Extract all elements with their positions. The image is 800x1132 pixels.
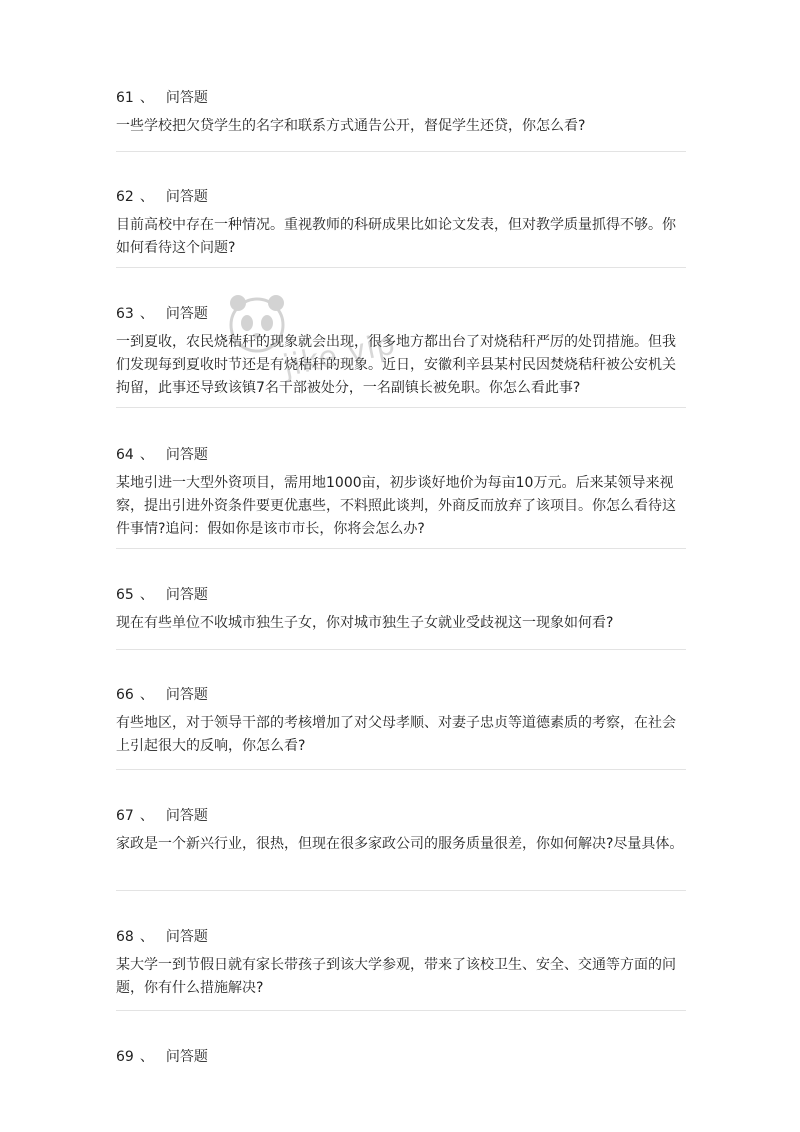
divider — [116, 649, 686, 650]
question-64 — [116, 446, 686, 541]
question-separator: 、 — [139, 929, 154, 945]
question-separator: 、 — [139, 1049, 154, 1065]
question-type: 问答题 — [165, 687, 208, 703]
question-type: 问答题 — [165, 587, 208, 603]
question-header — [116, 188, 686, 206]
question-body: 现在有些单位不收城市独生子女，你对城市独生子女就业受歧视这一现象如何看? — [116, 615, 614, 631]
question-body: 某大学一到节假日就有家长带孩子到该大学参观，带来了该校卫生、安全、交通等方面的问题，你有什么措施解决? — [116, 957, 676, 996]
divider — [116, 407, 686, 408]
divider — [116, 548, 686, 549]
question-body: 目前高校中存在一种情况。重视教师的科研成果比如论文发表，但对教学质量抓得不够。你如何看待这个问题? — [116, 217, 676, 256]
question-63 — [116, 305, 686, 400]
question-66 — [116, 686, 686, 758]
question-body: 某地引进一大型外资项目，需用地1000亩，初步谈好地价为每亩10万元。后来某领导来视察，提出引进外资条件要更优惠些，不料照此谈判，外商反而放弃了该项目。你怎么看待这件事情?追问：假如你是该市市长，你将会怎么办? — [116, 475, 676, 537]
question-type: 问答题 — [165, 1049, 208, 1065]
question-separator: 、 — [139, 306, 154, 322]
watermark-text: jike.vip — [280, 326, 399, 385]
question-number: 66 — [116, 687, 134, 703]
question-body: 有些地区，对于领导干部的考核增加了对父母孝顺、对妻子忠贞等道德素质的考察，在社会上引起很大的反响，你怎么看? — [116, 715, 676, 754]
question-type: 问答题 — [165, 808, 208, 824]
question-separator: 、 — [139, 447, 154, 463]
question-number: 67 — [116, 808, 134, 824]
question-67 — [116, 807, 686, 856]
question-number: 63 — [116, 306, 134, 322]
divider — [116, 769, 686, 770]
question-body: 家政是一个新兴行业，很热，但现在很多家政公司的服务质量很差，你如何解决?尽量具体。 — [116, 836, 684, 852]
question-number: 65 — [116, 587, 134, 603]
question-number: 68 — [116, 929, 134, 945]
question-type: 问答题 — [165, 306, 208, 322]
question-separator: 、 — [139, 587, 154, 603]
question-header — [116, 928, 686, 946]
question-separator: 、 — [139, 687, 154, 703]
question-type: 问答题 — [165, 447, 208, 463]
question-type: 问答题 — [165, 929, 208, 945]
question-separator: 、 — [139, 189, 154, 205]
question-separator: 、 — [139, 90, 154, 106]
question-number: 69 — [116, 1049, 134, 1065]
question-separator: 、 — [139, 808, 154, 824]
question-69 — [116, 1048, 686, 1074]
divider — [116, 890, 686, 891]
question-header — [116, 305, 686, 323]
divider — [116, 267, 686, 268]
question-number: 62 — [116, 189, 134, 205]
question-body: 一到夏收，农民烧秸秆的现象就会出现，很多地方都出台了对烧秸秆严厉的处罚措施。但我们发现每到夏收时节还是有烧秸秆的现象。近日，安徽利辛县某村民因焚烧秸秆被公安机关拘留，此事还导致该镇7名干部被处分，一名副镇长被免职。你怎么看此事? — [116, 334, 676, 396]
question-65 — [116, 586, 686, 635]
question-header — [116, 89, 686, 107]
question-number: 61 — [116, 90, 134, 106]
question-header — [116, 807, 686, 825]
question-68 — [116, 928, 686, 1000]
question-61 — [116, 89, 686, 138]
question-type: 问答题 — [165, 90, 208, 106]
question-type: 问答题 — [165, 189, 208, 205]
divider — [116, 1010, 686, 1011]
question-62 — [116, 188, 686, 260]
question-header — [116, 686, 686, 704]
question-header — [116, 586, 686, 604]
question-header — [116, 1048, 686, 1066]
question-body: 一些学校把欠贷学生的名字和联系方式通告公开，督促学生还贷，你怎么看? — [116, 118, 586, 134]
divider — [116, 151, 686, 152]
question-number: 64 — [116, 447, 134, 463]
question-header — [116, 446, 686, 464]
